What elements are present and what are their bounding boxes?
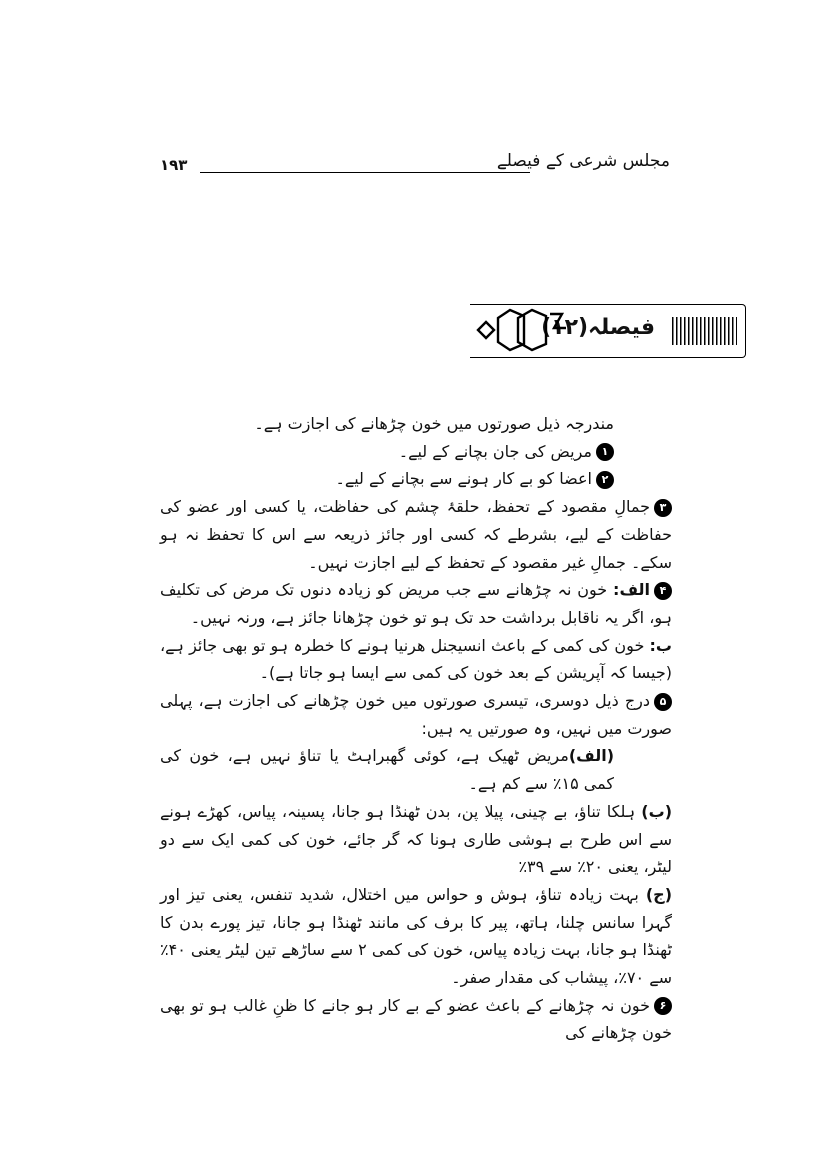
item-5 [160, 687, 672, 742]
item-4a-text: خون نہ چڑھانے سے جب مریض کو زیادہ دنوں تک مرض کی تکلیف ہو، اگر یہ ناقابل برداشت حد تک ہو تو خون چڑھانا جائز ہے، ورنہ نہیں۔ [160, 580, 672, 627]
document-body [160, 410, 672, 1047]
item-2 [160, 465, 672, 493]
subitem-a [160, 742, 672, 797]
section-title: فیصلہ(۱۲) [541, 315, 655, 340]
item-5-text: درج ذیل دوسری، تیسری صورتوں میں خون چڑھانے کی اجازت ہے، پہلی صورت میں نہیں، وہ صورتیں یہ ہیں: [160, 691, 672, 738]
item-4b [160, 632, 672, 687]
knot-ornament-diamond [478, 322, 494, 338]
item-3 [160, 493, 672, 576]
item-4b-text: خون کی کمی کے باعث انسیجنل ھرنیا ہونے کا خطرہ ہو تو بھی جائز ہے، (جیسا کہ آپریشن کے بعد خون کی کمی سے ایسا ہو جاتا ہے)۔ [160, 635, 672, 683]
subitem-b [160, 798, 672, 881]
subitem-b-text: ہلکا تناؤ، بے چینی، پیلا پن، بدن ٹھنڈا ہو جانا، پسینہ، پیاس، کھڑے ہونے سے اس طرح بے ہوشی طاری ہونا کہ گر جائے، خون کی کمی ایک سے دو لیٹر، یعنی ۲۰٪ سے ۳۹٪ [160, 801, 672, 877]
subitem-a-label: (الف) [568, 746, 614, 766]
item-4-number: ۴ [654, 582, 672, 600]
item-2-text: اعضا کو بے کار ہونے سے بچانے کے لیے۔ [335, 469, 592, 489]
header-rule [200, 172, 530, 173]
item-5-number: ۵ [654, 693, 672, 711]
subitem-b-label: (ب) [641, 801, 672, 821]
item-3-text: جمالِ مقصود کے تحفظ، حلقۂ چشم کی حفاظت، یا کسی اور عضو کی حفاظت کے لیے، بشرطے کہ کسی اور جائز ذریعہ سے اس کا تحفظ نہ ہو سکے۔ جمالِ غیر مقصود کے تحفظ کے لیے اجازت نہیں۔ [160, 497, 672, 572]
subitem-a-text: مریض ٹھیک ہے، کوئی گھبراہٹ یا تناؤ نہیں ہے، خون کی کمی ۱۵٪ سے کم ہے۔ [160, 746, 614, 794]
item-6-number: ۶ [654, 997, 672, 1015]
banner-bars-decoration [672, 317, 737, 345]
subitem-c-label: (ج) [645, 884, 673, 904]
item-4b-label: ب: [649, 635, 672, 655]
item-4a [160, 576, 672, 631]
item-1-text: مریض کی جان بچانے کے لیے۔ [398, 441, 592, 461]
knot-ornament-link [550, 314, 566, 328]
item-1-number: ۱ [596, 443, 614, 461]
subitem-c-text: بہت زیادہ تناؤ، ہوش و حواس میں اختلال، شدید تنفس، یعنی تیز اور گہرا سانس چلنا، ہاتھ، پیر کا برف کی مانند ٹھنڈا ہو جانا، تیز پورے بدن کا ٹھنڈا ہو جانا، بہت زیادہ پیاس، خون کی کمی ۲ سے ساڑھے تین لیٹر یعنی ۴۰٪ سے ۷۰٪، پیشاب کی مقدار صفر۔ [160, 884, 672, 988]
subitem-c [160, 881, 672, 992]
book-title: مجلس شرعی کے فیصلے [496, 151, 670, 171]
item-2-number: ۲ [596, 471, 614, 489]
item-6 [160, 992, 672, 1047]
page-number: ۱۹۳ [160, 156, 188, 174]
running-head [160, 150, 670, 180]
knot-ornament-icon [470, 304, 570, 356]
item-1 [160, 438, 672, 466]
intro-paragraph: مندرجہ ذیل صورتوں میں خون چڑھانے کی اجازت ہے۔ [254, 414, 614, 433]
knot-ornament-right-square [518, 310, 546, 350]
item-3-number: ۳ [654, 499, 672, 517]
item-4a-label: الف: [613, 580, 650, 600]
item-6-text: خون نہ چڑھانے کے باعث عضو کے بے کار ہو جانے کا ظنِ غالب ہو تو بھی خون چڑھانے کی [160, 995, 672, 1043]
